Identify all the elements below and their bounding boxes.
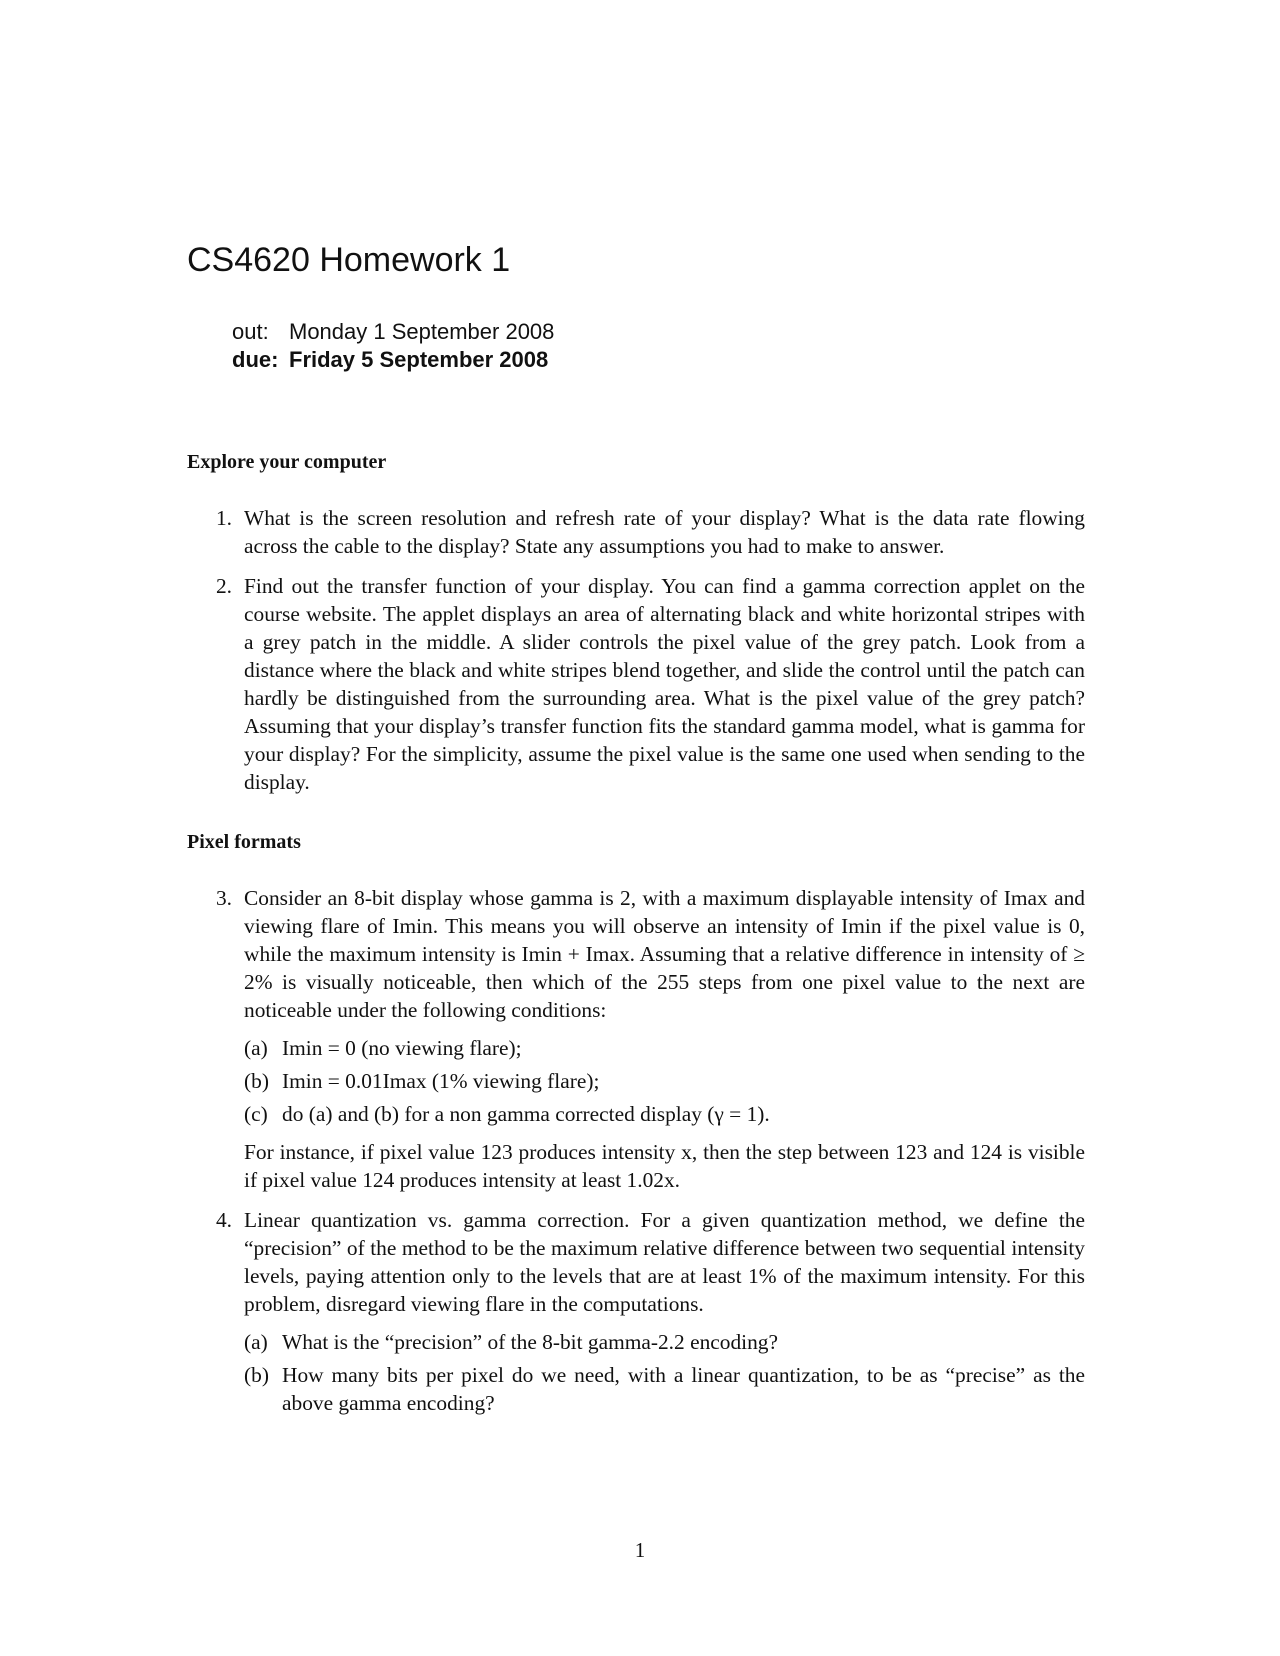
question-text: Linear quantization vs. gamma correction. For a given quantization method, we define the “precision” of the method to be the maximum relative difference between two sequential intensity levels, paying attention only to the levels that are at least 1% of the maximum intensity. For this problem, disregard viewing flare in the computations. (244, 1208, 1085, 1316)
subquestion-label: (a) (244, 1330, 268, 1354)
due-date-row (232, 346, 554, 374)
out-date-row (232, 318, 554, 346)
subquestion-list (244, 1328, 1085, 1417)
subquestion-text: What is the “precision” of the 8-bit gamma-2.2 encoding? (282, 1330, 778, 1354)
subquestion-list (244, 1034, 1085, 1128)
subquestion-text: Imin = 0.01Imax (1% viewing flare); (282, 1069, 600, 1093)
subquestion-a (244, 1328, 1085, 1356)
due-date-label: due: (232, 347, 279, 372)
subquestion-text: do (a) and (b) for a non gamma corrected display (γ = 1). (282, 1102, 770, 1126)
subquestion-label: (b) (244, 1069, 269, 1093)
date-block (232, 318, 554, 374)
subquestion-label: (b) (244, 1363, 269, 1387)
question-text: Consider an 8-bit display whose gamma is 2, with a maximum displayable intensity of Imax and viewing flare of Imin. This means you will observe an intensity of Imin if the pixel value is 0, while the maximum intensity is Imin + Imax. Assuming that a relative difference in intensity of ≥ 2% is visually noticeable, then which of the 255 steps from one pixel value to the next are noticeable under the following conditions: (244, 886, 1085, 1022)
out-date-value: Monday 1 September 2008 (289, 319, 555, 344)
subquestion-text: How many bits per pixel do we need, with a linear quantization, to be as “precise” as the above gamma encoding? (282, 1363, 1085, 1415)
question-4 (212, 1206, 1085, 1422)
question-text: Find out the transfer function of your display. You can find a gamma correction applet on the course website. The applet displays an area of alternating black and white horizontal stripes with a grey patch in the middle. A slider controls the pixel value of the grey patch. Look from a distance where the black and white stripes blend together, and slide the control until the patch can hardly be distinguished from the surrounding area. What is the pixel value of the grey patch? Assuming that your display’s transfer function fits the standard gamma model, what is gamma for your display? For the simplicity, assume the pixel value is the same one used when sending to the display. (244, 574, 1085, 794)
question-1 (212, 504, 1085, 560)
subquestion-label: (c) (244, 1102, 268, 1126)
subquestion-label: (a) (244, 1036, 268, 1060)
question-2 (212, 572, 1085, 796)
question-number: 3. (215, 886, 232, 910)
question-note: For instance, if pixel value 123 produces intensity x, then the step between 123 and 124 is visible if pixel value 124 produces intensity at least 1.02x. (244, 1140, 1085, 1192)
question-number: 4. (215, 1208, 232, 1232)
subquestion-b (244, 1067, 1085, 1095)
question-number: 2. (215, 574, 232, 598)
section-heading-explore: Explore your computer (187, 451, 387, 473)
subquestion-b (244, 1361, 1085, 1417)
subquestion-c (244, 1100, 1085, 1128)
question-3 (212, 884, 1085, 1194)
page-title: CS4620 Homework 1 (187, 241, 511, 279)
section-heading-pixel-formats: Pixel formats (187, 831, 301, 853)
question-text: What is the screen resolution and refresh rate of your display? What is the data rate flowing across the cable to the display? State any assumptions you had to make to answer. (244, 506, 1085, 558)
subquestion-text: Imin = 0 (no viewing flare); (282, 1036, 522, 1060)
question-number: 1. (215, 506, 232, 530)
page-number: 1 (634, 1538, 646, 1562)
subquestion-a (244, 1034, 1085, 1062)
due-date-value: Friday 5 September 2008 (289, 347, 549, 372)
out-date-label: out: (232, 319, 269, 344)
